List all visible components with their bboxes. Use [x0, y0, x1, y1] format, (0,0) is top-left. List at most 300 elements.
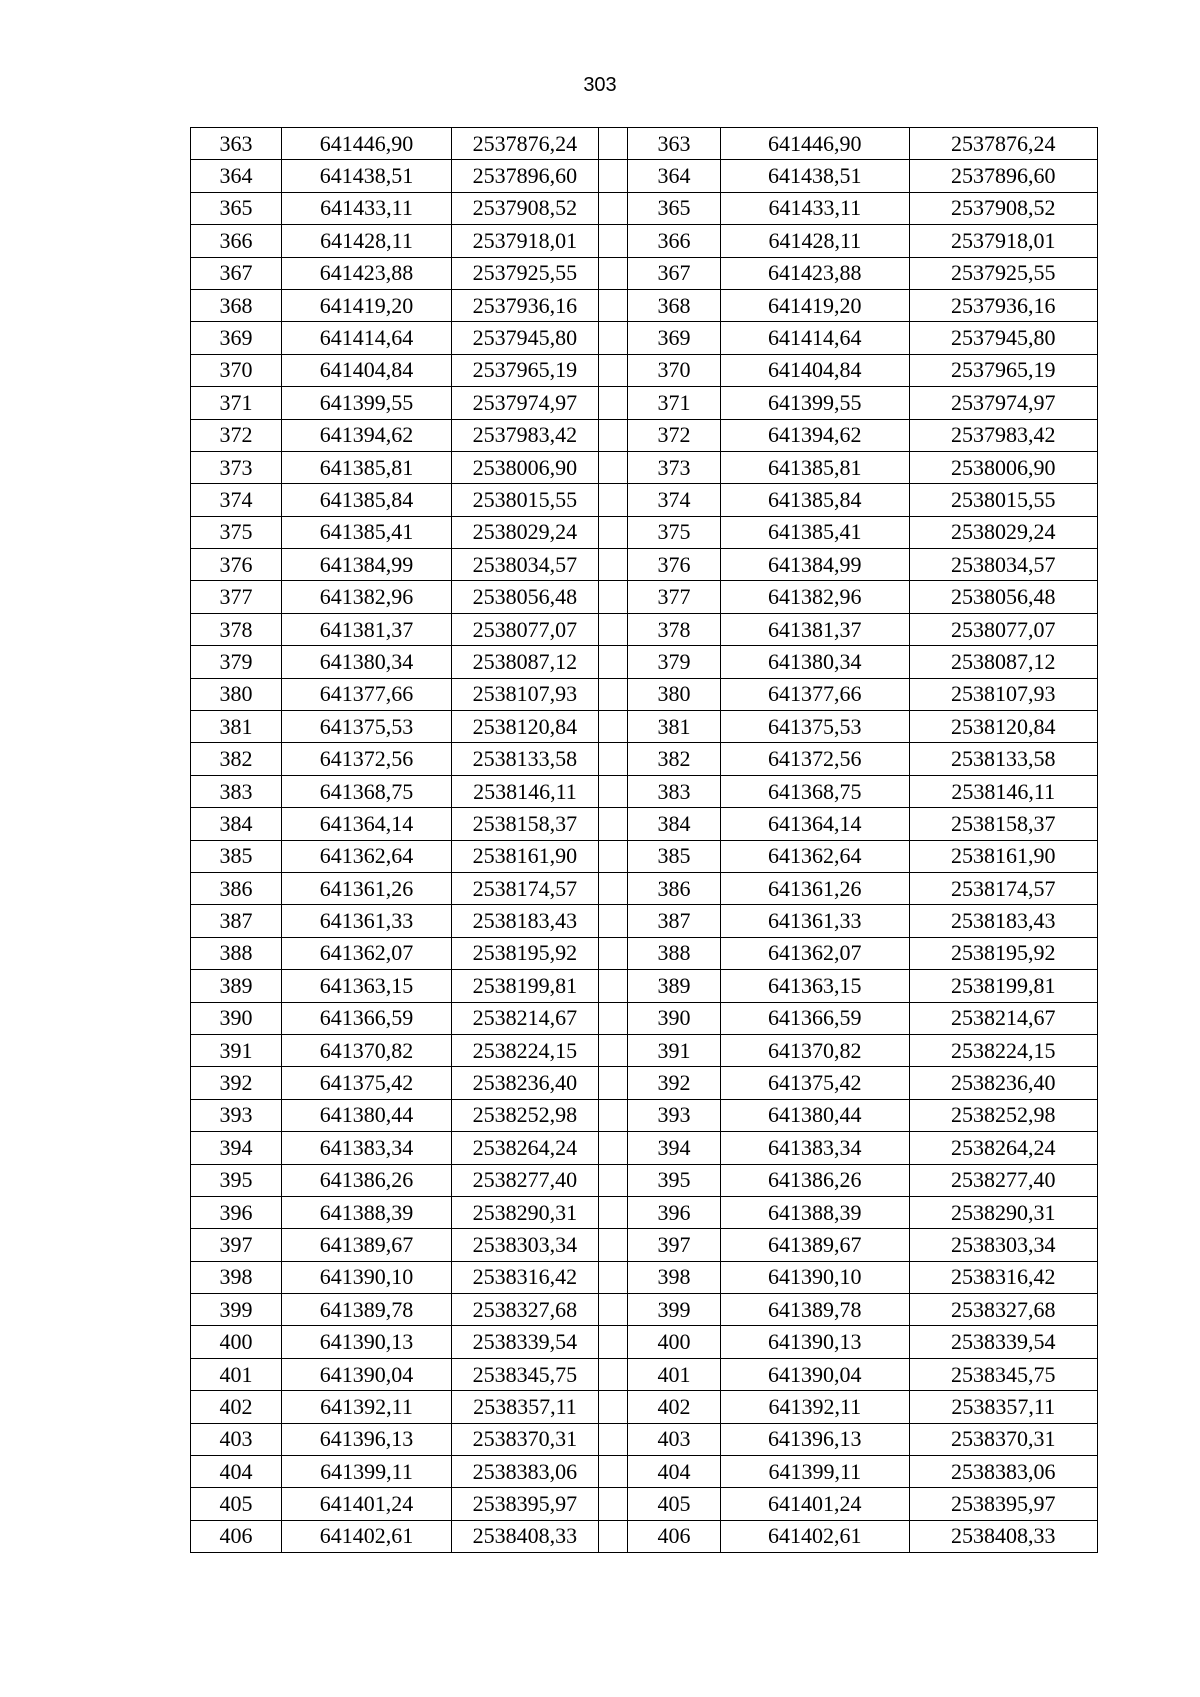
right-x-coordinate-cell: 641399,11 — [721, 1456, 909, 1488]
right-point-number-cell: 375 — [627, 516, 720, 548]
right-y-coordinate-cell: 2538107,93 — [909, 678, 1097, 710]
separator-cell — [598, 516, 627, 548]
table-row — [191, 1164, 1098, 1196]
left-x-coordinate-cell: 641385,84 — [282, 484, 452, 516]
left-y-coordinate-cell: 2538277,40 — [451, 1164, 598, 1196]
left-y-coordinate-cell: 2538174,57 — [451, 872, 598, 904]
right-y-coordinate-cell: 2538290,31 — [909, 1196, 1097, 1228]
right-point-number-cell: 401 — [627, 1358, 720, 1390]
right-point-number-cell: 395 — [627, 1164, 720, 1196]
left-x-coordinate-cell: 641399,11 — [282, 1456, 452, 1488]
table-row — [191, 419, 1098, 451]
separator-cell — [598, 1196, 627, 1228]
separator-cell — [598, 1164, 627, 1196]
right-x-coordinate-cell: 641383,34 — [721, 1132, 909, 1164]
right-y-coordinate-cell: 2538056,48 — [909, 581, 1097, 613]
table-row — [191, 1261, 1098, 1293]
left-x-coordinate-cell: 641423,88 — [282, 257, 452, 289]
table-row — [191, 1099, 1098, 1131]
right-point-number-cell: 365 — [627, 192, 720, 224]
left-y-coordinate-cell: 2538264,24 — [451, 1132, 598, 1164]
right-y-coordinate-cell: 2538264,24 — [909, 1132, 1097, 1164]
right-y-coordinate-cell: 2537945,80 — [909, 322, 1097, 354]
left-point-number-cell: 377 — [191, 581, 282, 613]
separator-cell — [598, 1002, 627, 1034]
right-y-coordinate-cell: 2538161,90 — [909, 840, 1097, 872]
right-y-coordinate-cell: 2538224,15 — [909, 1034, 1097, 1066]
left-y-coordinate-cell: 2537974,97 — [451, 387, 598, 419]
left-x-coordinate-cell: 641370,82 — [282, 1034, 452, 1066]
left-point-number-cell: 390 — [191, 1002, 282, 1034]
right-x-coordinate-cell: 641414,64 — [721, 322, 909, 354]
left-x-coordinate-cell: 641366,59 — [282, 1002, 452, 1034]
separator-cell — [598, 451, 627, 483]
separator-cell — [598, 1326, 627, 1358]
right-x-coordinate-cell: 641390,10 — [721, 1261, 909, 1293]
table-row — [191, 160, 1098, 192]
left-point-number-cell: 384 — [191, 808, 282, 840]
right-point-number-cell: 367 — [627, 257, 720, 289]
left-x-coordinate-cell: 641385,41 — [282, 516, 452, 548]
separator-cell — [598, 1132, 627, 1164]
left-x-coordinate-cell: 641390,04 — [282, 1358, 452, 1390]
left-x-coordinate-cell: 641384,99 — [282, 549, 452, 581]
right-x-coordinate-cell: 641375,42 — [721, 1067, 909, 1099]
left-y-coordinate-cell: 2538183,43 — [451, 905, 598, 937]
left-y-coordinate-cell: 2538195,92 — [451, 937, 598, 969]
left-x-coordinate-cell: 641361,33 — [282, 905, 452, 937]
coordinates-table — [190, 127, 1098, 1553]
right-y-coordinate-cell: 2537965,19 — [909, 354, 1097, 386]
left-point-number-cell: 371 — [191, 387, 282, 419]
left-y-coordinate-cell: 2538345,75 — [451, 1358, 598, 1390]
separator-cell — [598, 225, 627, 257]
right-x-coordinate-cell: 641380,34 — [721, 646, 909, 678]
separator-cell — [598, 970, 627, 1002]
left-point-number-cell: 399 — [191, 1294, 282, 1326]
right-y-coordinate-cell: 2538357,11 — [909, 1391, 1097, 1423]
left-point-number-cell: 378 — [191, 613, 282, 645]
table-row — [191, 451, 1098, 483]
left-y-coordinate-cell: 2538107,93 — [451, 678, 598, 710]
separator-cell — [598, 905, 627, 937]
left-point-number-cell: 404 — [191, 1456, 282, 1488]
separator-cell — [598, 1229, 627, 1261]
right-x-coordinate-cell: 641380,44 — [721, 1099, 909, 1131]
left-x-coordinate-cell: 641401,24 — [282, 1488, 452, 1520]
right-x-coordinate-cell: 641438,51 — [721, 160, 909, 192]
separator-cell — [598, 1456, 627, 1488]
left-point-number-cell: 373 — [191, 451, 282, 483]
left-x-coordinate-cell: 641419,20 — [282, 289, 452, 321]
separator-cell — [598, 322, 627, 354]
right-x-coordinate-cell: 641382,96 — [721, 581, 909, 613]
right-y-coordinate-cell: 2538029,24 — [909, 516, 1097, 548]
left-x-coordinate-cell: 641372,56 — [282, 743, 452, 775]
right-point-number-cell: 392 — [627, 1067, 720, 1099]
left-x-coordinate-cell: 641389,78 — [282, 1294, 452, 1326]
left-point-number-cell: 365 — [191, 192, 282, 224]
right-x-coordinate-cell: 641364,14 — [721, 808, 909, 840]
left-y-coordinate-cell: 2538077,07 — [451, 613, 598, 645]
right-y-coordinate-cell: 2538383,06 — [909, 1456, 1097, 1488]
right-point-number-cell: 364 — [627, 160, 720, 192]
right-y-coordinate-cell: 2538236,40 — [909, 1067, 1097, 1099]
left-point-number-cell: 398 — [191, 1261, 282, 1293]
left-y-coordinate-cell: 2538034,57 — [451, 549, 598, 581]
right-x-coordinate-cell: 641385,41 — [721, 516, 909, 548]
right-x-coordinate-cell: 641392,11 — [721, 1391, 909, 1423]
table-row — [191, 1196, 1098, 1228]
separator-cell — [598, 1034, 627, 1066]
left-y-coordinate-cell: 2538006,90 — [451, 451, 598, 483]
right-y-coordinate-cell: 2538087,12 — [909, 646, 1097, 678]
right-x-coordinate-cell: 641375,53 — [721, 711, 909, 743]
right-point-number-cell: 376 — [627, 549, 720, 581]
separator-cell — [598, 775, 627, 807]
table-row — [191, 322, 1098, 354]
table-row — [191, 581, 1098, 613]
separator-cell — [598, 1358, 627, 1390]
left-y-coordinate-cell: 2538158,37 — [451, 808, 598, 840]
right-y-coordinate-cell: 2537896,60 — [909, 160, 1097, 192]
right-point-number-cell: 370 — [627, 354, 720, 386]
right-point-number-cell: 384 — [627, 808, 720, 840]
right-y-coordinate-cell: 2538252,98 — [909, 1099, 1097, 1131]
left-y-coordinate-cell: 2537896,60 — [451, 160, 598, 192]
right-x-coordinate-cell: 641399,55 — [721, 387, 909, 419]
left-point-number-cell: 383 — [191, 775, 282, 807]
right-point-number-cell: 399 — [627, 1294, 720, 1326]
right-y-coordinate-cell: 2538214,67 — [909, 1002, 1097, 1034]
right-y-coordinate-cell: 2538303,34 — [909, 1229, 1097, 1261]
right-y-coordinate-cell: 2538327,68 — [909, 1294, 1097, 1326]
right-y-coordinate-cell: 2538133,58 — [909, 743, 1097, 775]
right-x-coordinate-cell: 641384,99 — [721, 549, 909, 581]
right-point-number-cell: 379 — [627, 646, 720, 678]
separator-cell — [598, 128, 627, 160]
left-y-coordinate-cell: 2538236,40 — [451, 1067, 598, 1099]
left-point-number-cell: 385 — [191, 840, 282, 872]
right-x-coordinate-cell: 641366,59 — [721, 1002, 909, 1034]
right-y-coordinate-cell: 2538120,84 — [909, 711, 1097, 743]
right-point-number-cell: 385 — [627, 840, 720, 872]
left-x-coordinate-cell: 641362,64 — [282, 840, 452, 872]
left-y-coordinate-cell: 2538146,11 — [451, 775, 598, 807]
table-row — [191, 1229, 1098, 1261]
table-row — [191, 257, 1098, 289]
right-x-coordinate-cell: 641396,13 — [721, 1423, 909, 1455]
right-x-coordinate-cell: 641394,62 — [721, 419, 909, 451]
left-y-coordinate-cell: 2537945,80 — [451, 322, 598, 354]
separator-cell — [598, 1261, 627, 1293]
table-row — [191, 128, 1098, 160]
separator-cell — [598, 257, 627, 289]
left-y-coordinate-cell: 2538383,06 — [451, 1456, 598, 1488]
left-point-number-cell: 388 — [191, 937, 282, 969]
right-x-coordinate-cell: 641381,37 — [721, 613, 909, 645]
left-y-coordinate-cell: 2538133,58 — [451, 743, 598, 775]
separator-cell — [598, 1067, 627, 1099]
separator-cell — [598, 646, 627, 678]
left-x-coordinate-cell: 641380,34 — [282, 646, 452, 678]
right-y-coordinate-cell: 2538408,33 — [909, 1520, 1097, 1552]
table-row — [191, 1132, 1098, 1164]
left-x-coordinate-cell: 641394,62 — [282, 419, 452, 451]
separator-cell — [598, 1488, 627, 1520]
right-x-coordinate-cell: 641370,82 — [721, 1034, 909, 1066]
table-row — [191, 289, 1098, 321]
right-x-coordinate-cell: 641377,66 — [721, 678, 909, 710]
right-x-coordinate-cell: 641362,07 — [721, 937, 909, 969]
separator-cell — [598, 1099, 627, 1131]
left-point-number-cell: 400 — [191, 1326, 282, 1358]
right-x-coordinate-cell: 641372,56 — [721, 743, 909, 775]
separator-cell — [598, 581, 627, 613]
right-point-number-cell: 397 — [627, 1229, 720, 1261]
left-y-coordinate-cell: 2538290,31 — [451, 1196, 598, 1228]
left-x-coordinate-cell: 641402,61 — [282, 1520, 452, 1552]
left-y-coordinate-cell: 2538303,34 — [451, 1229, 598, 1261]
left-y-coordinate-cell: 2537925,55 — [451, 257, 598, 289]
left-y-coordinate-cell: 2537918,01 — [451, 225, 598, 257]
left-point-number-cell: 391 — [191, 1034, 282, 1066]
separator-cell — [598, 484, 627, 516]
left-point-number-cell: 372 — [191, 419, 282, 451]
left-point-number-cell: 369 — [191, 322, 282, 354]
right-y-coordinate-cell: 2538174,57 — [909, 872, 1097, 904]
left-x-coordinate-cell: 641396,13 — [282, 1423, 452, 1455]
separator-cell — [598, 1423, 627, 1455]
right-point-number-cell: 371 — [627, 387, 720, 419]
right-y-coordinate-cell: 2538015,55 — [909, 484, 1097, 516]
left-point-number-cell: 387 — [191, 905, 282, 937]
right-y-coordinate-cell: 2537925,55 — [909, 257, 1097, 289]
left-point-number-cell: 376 — [191, 549, 282, 581]
right-y-coordinate-cell: 2538158,37 — [909, 808, 1097, 840]
left-point-number-cell: 395 — [191, 1164, 282, 1196]
left-x-coordinate-cell: 641380,44 — [282, 1099, 452, 1131]
table-row — [191, 775, 1098, 807]
right-point-number-cell: 366 — [627, 225, 720, 257]
table-row — [191, 516, 1098, 548]
right-y-coordinate-cell: 2538395,97 — [909, 1488, 1097, 1520]
table-row — [191, 937, 1098, 969]
right-y-coordinate-cell: 2537936,16 — [909, 289, 1097, 321]
left-x-coordinate-cell: 641385,81 — [282, 451, 452, 483]
right-x-coordinate-cell: 641390,13 — [721, 1326, 909, 1358]
right-x-coordinate-cell: 641368,75 — [721, 775, 909, 807]
left-y-coordinate-cell: 2538214,67 — [451, 1002, 598, 1034]
left-y-coordinate-cell: 2537965,19 — [451, 354, 598, 386]
separator-cell — [598, 613, 627, 645]
left-point-number-cell: 397 — [191, 1229, 282, 1261]
separator-cell — [598, 808, 627, 840]
table-row — [191, 1423, 1098, 1455]
right-y-coordinate-cell: 2537908,52 — [909, 192, 1097, 224]
left-x-coordinate-cell: 641389,67 — [282, 1229, 452, 1261]
left-y-coordinate-cell: 2537983,42 — [451, 419, 598, 451]
left-x-coordinate-cell: 641383,34 — [282, 1132, 452, 1164]
table-row — [191, 840, 1098, 872]
right-point-number-cell: 374 — [627, 484, 720, 516]
table-row — [191, 549, 1098, 581]
left-y-coordinate-cell: 2538029,24 — [451, 516, 598, 548]
table-row — [191, 192, 1098, 224]
table-row — [191, 387, 1098, 419]
right-point-number-cell: 394 — [627, 1132, 720, 1164]
right-point-number-cell: 363 — [627, 128, 720, 160]
left-x-coordinate-cell: 641375,42 — [282, 1067, 452, 1099]
left-point-number-cell: 381 — [191, 711, 282, 743]
right-x-coordinate-cell: 641433,11 — [721, 192, 909, 224]
table-row — [191, 1034, 1098, 1066]
table-row — [191, 1456, 1098, 1488]
left-point-number-cell: 389 — [191, 970, 282, 1002]
separator-cell — [598, 192, 627, 224]
left-x-coordinate-cell: 641390,13 — [282, 1326, 452, 1358]
left-x-coordinate-cell: 641386,26 — [282, 1164, 452, 1196]
right-point-number-cell: 387 — [627, 905, 720, 937]
coordinates-table-body — [191, 128, 1098, 1553]
left-y-coordinate-cell: 2538161,90 — [451, 840, 598, 872]
left-y-coordinate-cell: 2538339,54 — [451, 1326, 598, 1358]
left-y-coordinate-cell: 2538056,48 — [451, 581, 598, 613]
right-x-coordinate-cell: 641419,20 — [721, 289, 909, 321]
left-y-coordinate-cell: 2538087,12 — [451, 646, 598, 678]
right-point-number-cell: 402 — [627, 1391, 720, 1423]
left-y-coordinate-cell: 2538316,42 — [451, 1261, 598, 1293]
left-y-coordinate-cell: 2538395,97 — [451, 1488, 598, 1520]
left-x-coordinate-cell: 641414,64 — [282, 322, 452, 354]
left-x-coordinate-cell: 641362,07 — [282, 937, 452, 969]
table-row — [191, 225, 1098, 257]
left-x-coordinate-cell: 641364,14 — [282, 808, 452, 840]
right-point-number-cell: 400 — [627, 1326, 720, 1358]
left-y-coordinate-cell: 2537876,24 — [451, 128, 598, 160]
table-row — [191, 905, 1098, 937]
right-x-coordinate-cell: 641361,33 — [721, 905, 909, 937]
left-x-coordinate-cell: 641368,75 — [282, 775, 452, 807]
right-point-number-cell: 378 — [627, 613, 720, 645]
separator-cell — [598, 711, 627, 743]
left-x-coordinate-cell: 641399,55 — [282, 387, 452, 419]
right-point-number-cell: 391 — [627, 1034, 720, 1066]
right-y-coordinate-cell: 2538199,81 — [909, 970, 1097, 1002]
left-point-number-cell: 392 — [191, 1067, 282, 1099]
table-row — [191, 872, 1098, 904]
left-point-number-cell: 394 — [191, 1132, 282, 1164]
table-row — [191, 1520, 1098, 1552]
right-point-number-cell: 406 — [627, 1520, 720, 1552]
left-point-number-cell: 382 — [191, 743, 282, 775]
left-y-coordinate-cell: 2538370,31 — [451, 1423, 598, 1455]
table-row — [191, 1358, 1098, 1390]
right-point-number-cell: 368 — [627, 289, 720, 321]
left-point-number-cell: 405 — [191, 1488, 282, 1520]
right-point-number-cell: 390 — [627, 1002, 720, 1034]
left-x-coordinate-cell: 641381,37 — [282, 613, 452, 645]
right-y-coordinate-cell: 2538339,54 — [909, 1326, 1097, 1358]
right-x-coordinate-cell: 641428,11 — [721, 225, 909, 257]
right-x-coordinate-cell: 641401,24 — [721, 1488, 909, 1520]
right-point-number-cell: 398 — [627, 1261, 720, 1293]
table-row — [191, 1326, 1098, 1358]
left-x-coordinate-cell: 641361,26 — [282, 872, 452, 904]
right-y-coordinate-cell: 2538316,42 — [909, 1261, 1097, 1293]
left-point-number-cell: 379 — [191, 646, 282, 678]
right-point-number-cell: 393 — [627, 1099, 720, 1131]
table-row — [191, 1294, 1098, 1326]
right-point-number-cell: 380 — [627, 678, 720, 710]
table-row — [191, 613, 1098, 645]
separator-cell — [598, 289, 627, 321]
right-point-number-cell: 405 — [627, 1488, 720, 1520]
right-x-coordinate-cell: 641363,15 — [721, 970, 909, 1002]
left-x-coordinate-cell: 641404,84 — [282, 354, 452, 386]
left-y-coordinate-cell: 2538357,11 — [451, 1391, 598, 1423]
table-row — [191, 646, 1098, 678]
table-row — [191, 711, 1098, 743]
separator-cell — [598, 354, 627, 386]
left-point-number-cell: 363 — [191, 128, 282, 160]
right-y-coordinate-cell: 2538077,07 — [909, 613, 1097, 645]
left-point-number-cell: 406 — [191, 1520, 282, 1552]
table-row — [191, 354, 1098, 386]
right-y-coordinate-cell: 2537974,97 — [909, 387, 1097, 419]
right-x-coordinate-cell: 641386,26 — [721, 1164, 909, 1196]
right-point-number-cell: 369 — [627, 322, 720, 354]
right-x-coordinate-cell: 641423,88 — [721, 257, 909, 289]
right-x-coordinate-cell: 641385,81 — [721, 451, 909, 483]
right-point-number-cell: 396 — [627, 1196, 720, 1228]
right-x-coordinate-cell: 641446,90 — [721, 128, 909, 160]
left-x-coordinate-cell: 641382,96 — [282, 581, 452, 613]
left-point-number-cell: 402 — [191, 1391, 282, 1423]
left-y-coordinate-cell: 2538199,81 — [451, 970, 598, 1002]
right-x-coordinate-cell: 641389,78 — [721, 1294, 909, 1326]
left-y-coordinate-cell: 2537936,16 — [451, 289, 598, 321]
separator-cell — [598, 160, 627, 192]
page-number: 303 — [583, 74, 617, 96]
table-row — [191, 1067, 1098, 1099]
left-x-coordinate-cell: 641433,11 — [282, 192, 452, 224]
left-point-number-cell: 364 — [191, 160, 282, 192]
left-x-coordinate-cell: 641375,53 — [282, 711, 452, 743]
separator-cell — [598, 678, 627, 710]
left-point-number-cell: 375 — [191, 516, 282, 548]
left-x-coordinate-cell: 641388,39 — [282, 1196, 452, 1228]
left-x-coordinate-cell: 641438,51 — [282, 160, 452, 192]
table-row — [191, 808, 1098, 840]
right-x-coordinate-cell: 641388,39 — [721, 1196, 909, 1228]
table-row — [191, 970, 1098, 1002]
right-y-coordinate-cell: 2538345,75 — [909, 1358, 1097, 1390]
left-point-number-cell: 368 — [191, 289, 282, 321]
table-row — [191, 743, 1098, 775]
right-y-coordinate-cell: 2538183,43 — [909, 905, 1097, 937]
left-point-number-cell: 386 — [191, 872, 282, 904]
left-y-coordinate-cell: 2538015,55 — [451, 484, 598, 516]
left-x-coordinate-cell: 641428,11 — [282, 225, 452, 257]
left-x-coordinate-cell: 641377,66 — [282, 678, 452, 710]
table-row — [191, 1488, 1098, 1520]
left-point-number-cell: 393 — [191, 1099, 282, 1131]
right-x-coordinate-cell: 641402,61 — [721, 1520, 909, 1552]
right-point-number-cell: 373 — [627, 451, 720, 483]
right-x-coordinate-cell: 641385,84 — [721, 484, 909, 516]
separator-cell — [598, 1520, 627, 1552]
